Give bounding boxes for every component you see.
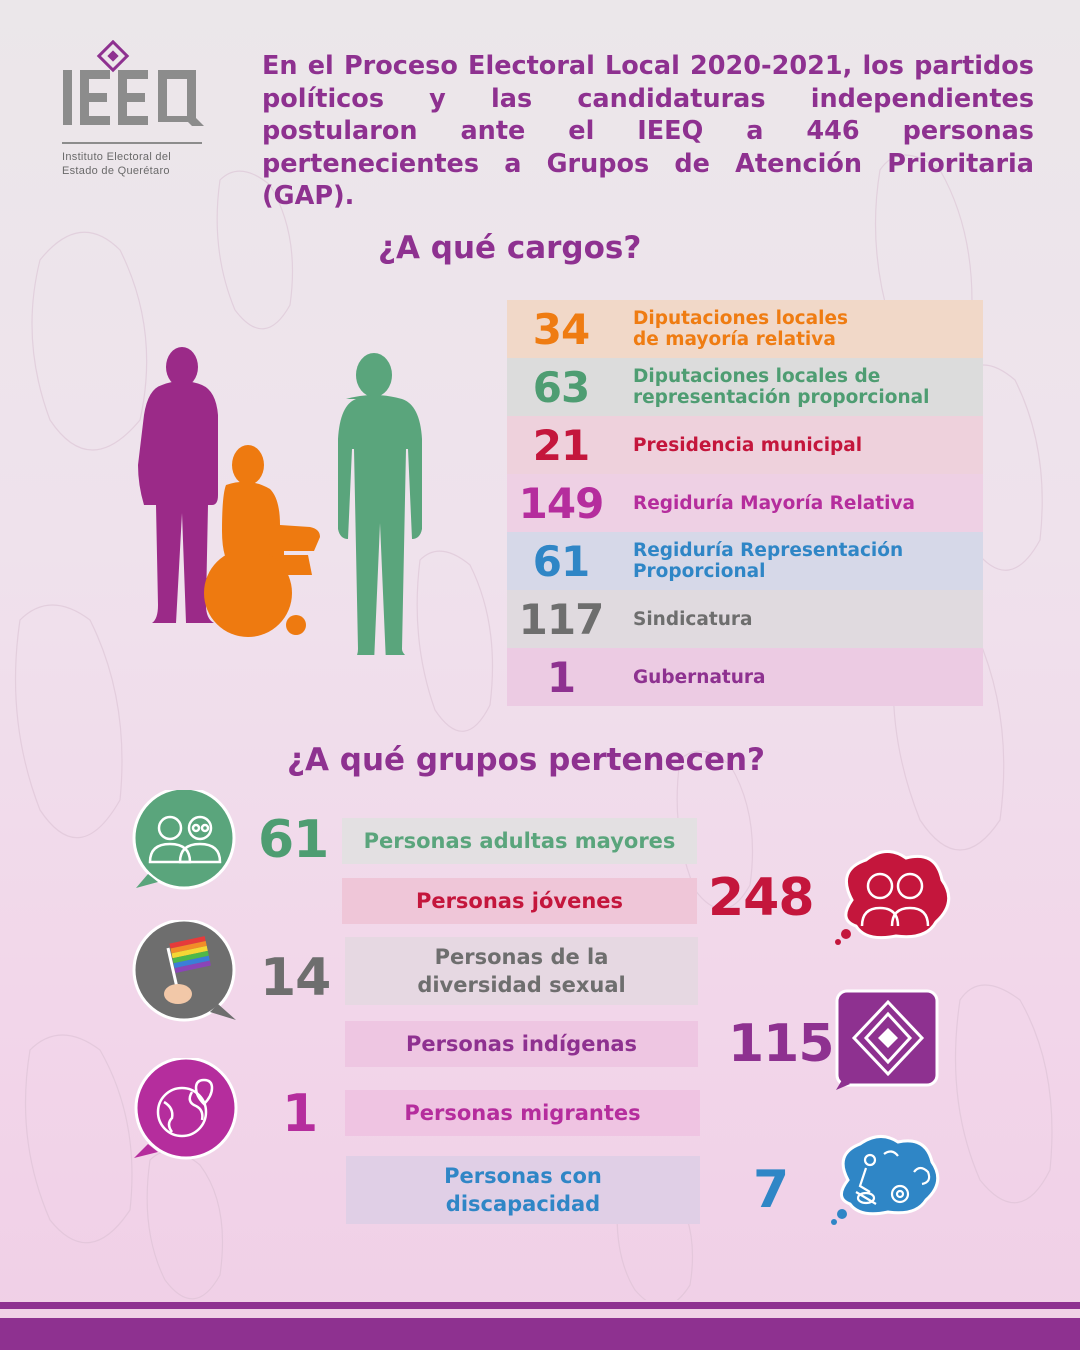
cargo-label-line2: representación proporcional xyxy=(633,387,930,408)
group-value: 7 xyxy=(753,1160,789,1220)
group-label-discapacidad xyxy=(346,1156,700,1224)
cargo-value: 117 xyxy=(518,594,604,644)
globe-location-icon xyxy=(130,1058,242,1160)
group-value: 61 xyxy=(258,810,329,870)
cargo-row xyxy=(507,474,983,532)
intro-text-3: personas pertenecientes a Grupos de Atención Prioritaria xyxy=(262,116,1034,179)
intro-count: 446 xyxy=(806,116,860,146)
cargo-label: Gubernatura xyxy=(633,666,766,688)
cargo-value: 1 xyxy=(546,652,576,702)
indigenous-pattern-icon xyxy=(834,988,942,1092)
group-label-line2: discapacidad xyxy=(445,1192,601,1216)
man-silhouette xyxy=(338,353,422,655)
cargo-value: 149 xyxy=(518,478,604,528)
cargos-table xyxy=(507,300,983,706)
cargo-label-line1: Regiduría Representación xyxy=(633,540,904,561)
cargo-label-line2: de mayoría relativa xyxy=(633,329,836,350)
intro-paragraph xyxy=(262,50,1034,213)
cargo-value: 34 xyxy=(532,304,590,354)
intro-acronym: (GAP). xyxy=(262,181,355,211)
group-label-indigenas: Personas indígenas xyxy=(345,1021,698,1067)
logo-subtitle-line2: Estado de Querétaro xyxy=(62,165,170,177)
ieeq-logo-mark xyxy=(58,40,208,140)
cargo-label xyxy=(615,366,983,408)
group-label-adultos-mayores: Personas adultas mayores xyxy=(342,818,697,864)
cargo-row xyxy=(507,300,983,358)
intro-text-2: , los partidos políticos y las candidaturas independientes postularon ante el IEEQ a xyxy=(262,51,1034,146)
disability-icon xyxy=(826,1132,944,1228)
group-label-migrantes: Personas migrantes xyxy=(345,1090,700,1136)
group-label-line1: Personas con xyxy=(444,1164,602,1188)
cargo-row xyxy=(507,590,983,648)
cargo-row xyxy=(507,358,983,416)
cargo-row xyxy=(507,532,983,590)
intro-year: 2020-2021 xyxy=(690,51,843,81)
pride-flag-icon xyxy=(128,920,240,1024)
people-illustration xyxy=(118,345,438,655)
group-label-line2: diversidad sexual xyxy=(417,973,626,997)
group-value: 115 xyxy=(728,1014,834,1074)
group-label-line1: Personas de la xyxy=(434,945,609,969)
grupos-title: ¿A qué grupos pertenecen? xyxy=(287,742,766,778)
logo-divider xyxy=(62,142,202,144)
group-label-diversidad xyxy=(345,937,698,1005)
cargo-label-line1: Diputaciones locales xyxy=(633,308,849,329)
cargo-label: Sindicatura xyxy=(633,608,753,630)
group-value: 14 xyxy=(260,948,331,1008)
footer-stripe xyxy=(0,1302,1080,1309)
logo-subtitle-line1: Instituto Electoral del xyxy=(62,151,172,163)
cargos-title: ¿A qué cargos? xyxy=(378,230,642,266)
cargo-value: 61 xyxy=(532,536,590,586)
cargo-label xyxy=(615,540,983,582)
cargo-label-line2: Proporcional xyxy=(633,561,766,582)
cargo-label xyxy=(615,308,983,350)
group-value: 248 xyxy=(708,868,814,928)
wheelchair-user-silhouette xyxy=(204,445,320,637)
cargo-label: Regiduría Mayoría Relativa xyxy=(633,492,916,514)
cargo-value: 21 xyxy=(532,420,590,470)
cargo-label: Presidencia municipal xyxy=(633,434,863,456)
intro-text-1: En el Proceso Electoral Local xyxy=(262,51,691,81)
cargo-row xyxy=(507,416,983,474)
logo-subtitle xyxy=(62,150,212,178)
young-people-icon xyxy=(832,850,954,946)
group-value: 1 xyxy=(282,1084,318,1144)
cargo-label-line1: Diputaciones locales de xyxy=(633,366,881,387)
elderly-couple-icon xyxy=(128,790,240,890)
cargo-row xyxy=(507,648,983,706)
cargo-value: 63 xyxy=(532,362,590,412)
footer-band xyxy=(0,1318,1080,1350)
group-label-jovenes: Personas jóvenes xyxy=(342,878,697,924)
